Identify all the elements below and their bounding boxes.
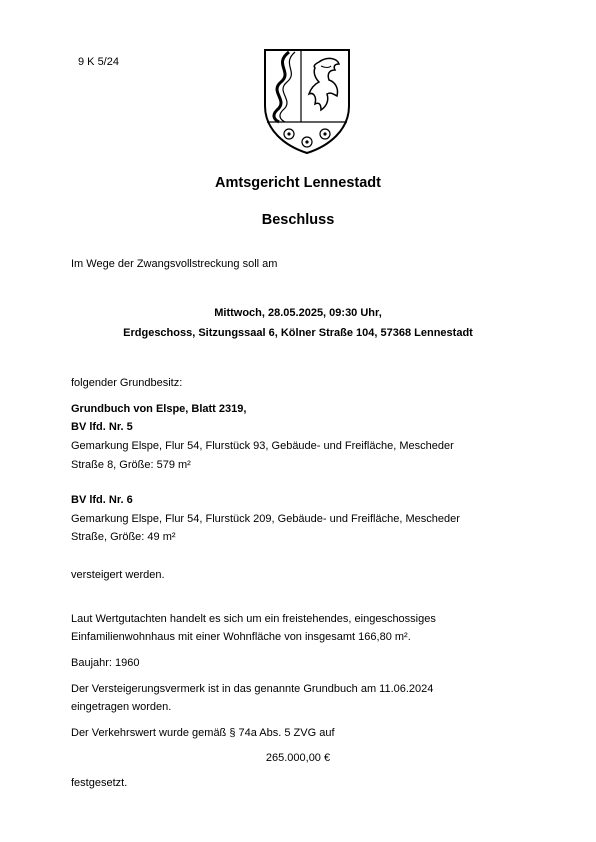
baujahr-text: Baujahr: 1960 bbox=[71, 657, 140, 669]
item-line: Straße, Größe: 49 m² bbox=[71, 531, 176, 543]
case-number: 9 K 5/24 bbox=[78, 56, 119, 68]
grundbuch-reference: Grundbuch von Elspe, Blatt 2319, bbox=[71, 403, 247, 415]
verkehrswert-amount: 265.000,00 € bbox=[265, 752, 331, 764]
document-type: Beschluss bbox=[261, 212, 335, 228]
gutachten-line: Einfamilienwohnhaus mit einer Wohnfläche von insgesamt 166,80 m². bbox=[71, 631, 411, 643]
item-line: Gemarkung Elspe, Flur 54, Flurstück 209, Gebäude- und Freifläche, Mescheder bbox=[71, 513, 460, 525]
vermerk-line: eingetragen worden. bbox=[71, 701, 172, 713]
appointment-location: Erdgeschoss, Sitzungssaal 6, Kölner Straße 104, 57368 Lennestadt bbox=[123, 327, 473, 339]
item-line: Straße 8, Größe: 579 m² bbox=[71, 459, 191, 471]
appointment-date: Mittwoch, 28.05.2025, 09:30 Uhr, bbox=[214, 307, 382, 319]
versteigert-text: versteigert werden. bbox=[71, 569, 165, 581]
item-line: Gemarkung Elspe, Flur 54, Flurstück 93, Gebäude- und Freifläche, Mescheder bbox=[71, 440, 454, 452]
verkehrswert-intro: Der Verkehrswert wurde gemäß § 74a Abs. 5 ZVG auf bbox=[71, 727, 335, 739]
intro-text: Im Wege der Zwangsvollstreckung soll am bbox=[71, 258, 278, 270]
nrw-coat-of-arms-icon bbox=[259, 46, 355, 156]
gutachten-line: Laut Wertgutachten handelt es sich um ein freistehendes, eingeschossiges bbox=[71, 613, 436, 625]
vermerk-line: Der Versteigerungsvermerk ist in das genannte Grundbuch am 11.06.2024 bbox=[71, 683, 434, 695]
court-name: Amtsgericht Lennestadt bbox=[215, 175, 381, 191]
item-label: BV lfd. Nr. 6 bbox=[71, 494, 133, 506]
festgesetzt-text: festgesetzt. bbox=[71, 777, 128, 789]
property-intro: folgender Grundbesitz: bbox=[71, 377, 183, 389]
item-label: BV lfd. Nr. 5 bbox=[71, 421, 133, 433]
